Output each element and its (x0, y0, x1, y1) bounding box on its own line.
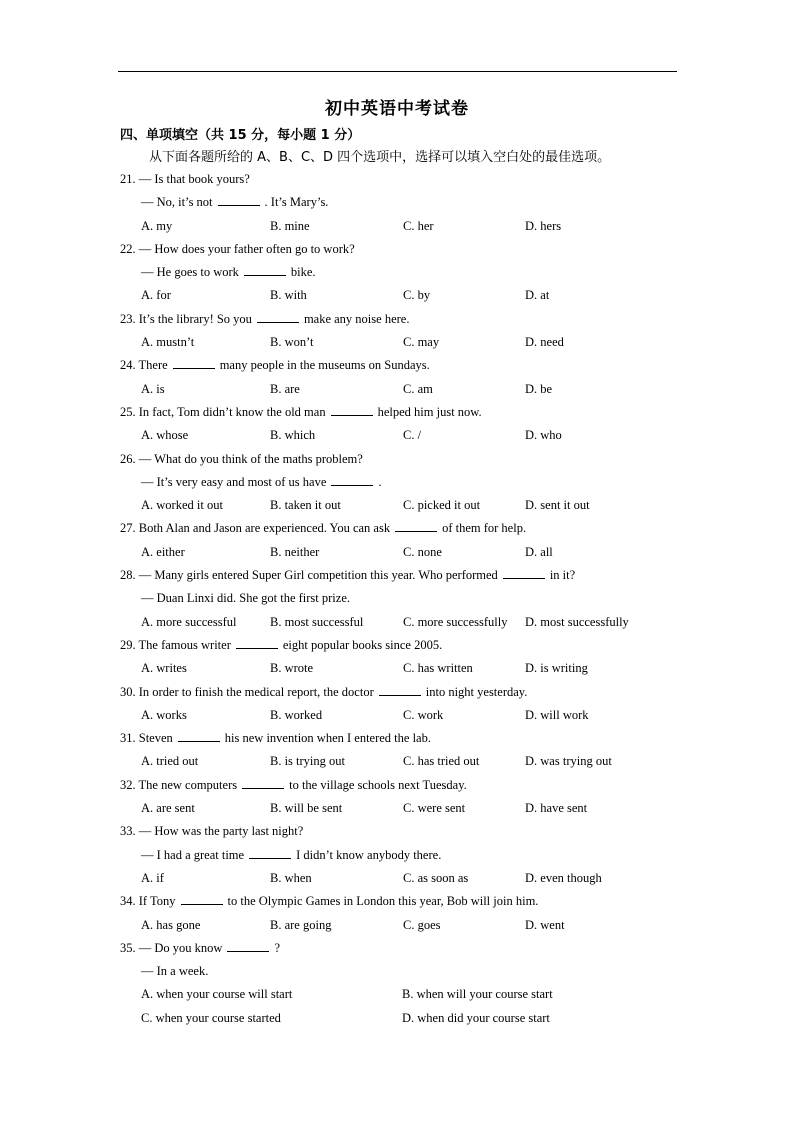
answer-option[interactable]: A. are sent (141, 801, 195, 816)
question-text: — No, it’s not (141, 195, 213, 210)
question-text: — How was the party last night? (138, 824, 304, 839)
question-number: 24. (120, 358, 139, 373)
question-stem (120, 238, 680, 261)
answer-option[interactable]: B. with (270, 288, 307, 303)
answer-blank (331, 473, 373, 486)
question-stem-line (120, 844, 680, 867)
answer-option[interactable]: D. will work (525, 707, 589, 722)
question-list (120, 168, 680, 1030)
option-row (120, 914, 680, 937)
section-heading: 四、单项填空（共 15 分，每小题 1 分） (120, 128, 361, 143)
question-stem (120, 401, 680, 424)
question-stem (120, 820, 680, 843)
answer-option[interactable]: A. more successful (141, 614, 237, 629)
question-number: 29. (120, 637, 139, 652)
question-number: 30. (120, 684, 139, 699)
answer-option[interactable]: C. am (403, 381, 433, 396)
answer-option[interactable]: B. most successful (270, 614, 364, 629)
question-text: his new invention when I entered the lab. (224, 731, 431, 746)
option-row (120, 983, 680, 1006)
question-text: — It’s very easy and most of us have (141, 474, 327, 489)
option-row (120, 284, 680, 307)
question-text: — In a week. (141, 964, 209, 979)
question-number: 31. (120, 731, 139, 746)
question-number: 33. (120, 824, 139, 839)
answer-option[interactable]: D. went (525, 917, 565, 932)
question-item (120, 238, 680, 308)
answer-option[interactable]: C. picked it out (403, 498, 481, 513)
question-item (120, 727, 680, 774)
answer-option[interactable]: D. sent it out (525, 498, 590, 513)
answer-option[interactable]: D. most successfully (525, 614, 629, 629)
answer-option[interactable]: D. be (525, 381, 553, 396)
answer-option[interactable]: D. need (525, 335, 564, 350)
answer-blank (257, 310, 299, 323)
option-row (120, 541, 680, 564)
question-stem (120, 564, 680, 587)
question-text: of them for help. (442, 521, 527, 536)
answer-option[interactable]: B. wrote (270, 661, 314, 676)
question-item (120, 681, 680, 728)
answer-option[interactable]: C. her (403, 218, 434, 233)
question-number: 32. (120, 777, 139, 792)
answer-option[interactable]: B. neither (270, 544, 320, 559)
answer-option[interactable]: C. when your course started (141, 1010, 281, 1025)
option-row (120, 611, 680, 634)
question-item (120, 634, 680, 681)
question-number: 28. (120, 568, 139, 583)
option-row (120, 750, 680, 773)
question-item (120, 820, 680, 890)
option-row (120, 215, 680, 238)
answer-option[interactable]: A. whose (141, 428, 189, 443)
answer-option[interactable]: C. has written (403, 661, 473, 676)
question-text: . (378, 474, 382, 489)
question-text: — Duan Linxi did. She got the first prize. (141, 591, 350, 606)
answer-option[interactable]: A. works (141, 707, 187, 722)
question-text: . It’s Mary’s. (264, 195, 329, 210)
question-text: — What do you think of the maths problem? (138, 451, 363, 466)
question-text: — How does your father often go to work? (138, 241, 355, 256)
question-number: 27. (120, 521, 139, 536)
answer-blank (244, 263, 286, 276)
question-stem-line (120, 191, 680, 214)
answer-option[interactable]: A. has gone (141, 917, 201, 932)
answer-blank (218, 193, 260, 206)
answer-option[interactable]: D. when did your course start (402, 1010, 550, 1025)
answer-option[interactable]: D. all (525, 544, 553, 559)
answer-blank (242, 776, 284, 789)
answer-option[interactable]: D. even though (525, 870, 602, 885)
question-text: It’s the library! So you (138, 311, 252, 326)
question-stem (120, 517, 680, 540)
question-text: If Tony (138, 894, 176, 909)
question-number: 22. (120, 241, 139, 256)
question-item (120, 448, 680, 518)
answer-option[interactable]: A. my (141, 218, 173, 233)
question-stem (120, 774, 680, 797)
answer-option[interactable]: D. was trying out (525, 754, 612, 769)
option-row (120, 704, 680, 727)
page-title: 初中英语中考试卷 (325, 99, 469, 119)
question-stem (120, 448, 680, 471)
question-stem-line (120, 960, 680, 983)
answer-option[interactable]: D. is writing (525, 661, 588, 676)
answer-option[interactable]: B. worked (270, 707, 323, 722)
question-item (120, 308, 680, 355)
answer-blank (331, 403, 373, 416)
question-text: — Is that book yours? (138, 172, 250, 186)
question-text: I didn’t know anybody there. (296, 847, 442, 862)
option-row (120, 378, 680, 401)
question-stem (120, 354, 680, 377)
question-stem (120, 168, 680, 191)
question-number: 26. (120, 451, 139, 466)
answer-option[interactable]: A. if (141, 870, 164, 885)
question-text: to the village schools next Tuesday. (289, 777, 467, 792)
question-number: 25. (120, 404, 139, 419)
question-text: to the Olympic Games in London this year, Bob will join him. (227, 894, 539, 909)
answer-option[interactable]: A. tried out (141, 754, 199, 769)
question-text: bike. (290, 265, 316, 280)
answer-option[interactable]: B. is trying out (270, 754, 346, 769)
answer-option[interactable]: D. have sent (525, 801, 588, 816)
question-stem (120, 634, 680, 657)
answer-option[interactable]: D. at (525, 288, 550, 303)
question-text: The famous writer (138, 637, 231, 652)
option-row (120, 867, 680, 890)
question-number: 34. (120, 894, 139, 909)
answer-option[interactable]: C. were sent (403, 801, 466, 816)
option-row (120, 494, 680, 517)
answer-option[interactable]: D. who (525, 428, 562, 443)
question-text: — Do you know (138, 940, 223, 955)
question-item (120, 890, 680, 937)
question-number: 35. (120, 940, 139, 955)
question-text: — Many girls entered Super Girl competition this year. Who performed (138, 568, 498, 583)
question-text: — I had a great time (141, 847, 245, 862)
question-text: in it? (549, 568, 576, 583)
answer-blank (236, 636, 278, 649)
question-number: 21. (120, 172, 139, 186)
answer-blank (249, 846, 291, 859)
option-row (120, 797, 680, 820)
question-stem (120, 308, 680, 331)
question-text: — He goes to work (141, 265, 239, 280)
answer-option[interactable]: A. either (141, 544, 185, 559)
question-item (120, 774, 680, 821)
question-stem (120, 681, 680, 704)
question-text: make any noise here. (303, 311, 410, 326)
answer-option[interactable]: C. more successfully (403, 614, 508, 629)
question-text: many people in the museums on Sundays. (219, 358, 430, 373)
answer-option[interactable]: B. which (270, 428, 316, 443)
option-row (120, 657, 680, 680)
question-stem (120, 727, 680, 750)
answer-blank (178, 729, 220, 742)
question-text: ? (274, 940, 280, 955)
answer-option[interactable]: C. / (403, 428, 422, 443)
answer-option[interactable]: A. is (141, 381, 165, 396)
answer-option[interactable]: D. hers (525, 218, 562, 233)
question-text: In fact, Tom didn’t know the old man (138, 404, 326, 419)
answer-option[interactable]: A. worked it out (141, 498, 223, 513)
option-row (120, 331, 680, 354)
answer-blank (227, 939, 269, 952)
answer-option[interactable]: B. when (270, 870, 312, 885)
answer-option[interactable]: B. won’t (270, 335, 314, 350)
answer-option[interactable]: B. are (270, 381, 300, 396)
answer-blank (395, 519, 437, 532)
answer-option[interactable]: C. has tried out (403, 754, 480, 769)
question-text: into night yesterday. (425, 684, 528, 699)
question-stem-line (120, 261, 680, 284)
section-instruction: 从下面各题所给的 A、B、C、D 四个选项中，选择可以填入空白处的最佳选项。 (149, 150, 611, 165)
question-text: The new computers (138, 777, 238, 792)
question-stem-line (120, 587, 680, 610)
question-text: Steven (138, 731, 173, 746)
question-item (120, 937, 680, 1030)
answer-option[interactable]: C. goes (403, 917, 441, 932)
question-item (120, 401, 680, 448)
question-text: eight popular books since 2005. (282, 637, 443, 652)
question-stem (120, 890, 680, 913)
question-item (120, 168, 680, 238)
answer-option[interactable]: A. writes (141, 661, 187, 676)
answer-option[interactable]: B. when will your course start (402, 987, 553, 1002)
answer-option[interactable]: B. will be sent (270, 801, 343, 816)
question-text: There (138, 358, 168, 373)
header-rule (118, 71, 677, 72)
answer-blank (173, 356, 215, 369)
answer-blank (181, 892, 223, 905)
answer-option[interactable]: C. none (403, 544, 442, 559)
answer-option[interactable]: A. mustn’t (141, 335, 195, 350)
question-stem (120, 937, 680, 960)
answer-option[interactable]: B. are going (270, 917, 332, 932)
question-item (120, 564, 680, 634)
question-text: helped him just now. (377, 404, 482, 419)
answer-blank (503, 566, 545, 579)
answer-option[interactable]: A. for (141, 288, 171, 303)
question-item (120, 517, 680, 564)
answer-option[interactable]: C. may (403, 335, 440, 350)
question-text: Both Alan and Jason are experienced. You can ask (138, 521, 391, 536)
answer-blank (379, 683, 421, 696)
question-number: 23. (120, 311, 139, 326)
question-stem-line (120, 471, 680, 494)
answer-option[interactable]: C. by (403, 288, 431, 303)
answer-option[interactable]: C. work (403, 707, 444, 722)
option-row (120, 1007, 680, 1030)
answer-option[interactable]: B. mine (270, 218, 310, 233)
answer-option[interactable]: A. when your course will start (141, 987, 293, 1002)
option-row (120, 424, 680, 447)
answer-option[interactable]: C. as soon as (403, 870, 469, 885)
question-item (120, 354, 680, 401)
answer-option[interactable]: B. taken it out (270, 498, 341, 513)
question-text: In order to finish the medical report, the doctor (138, 684, 374, 699)
